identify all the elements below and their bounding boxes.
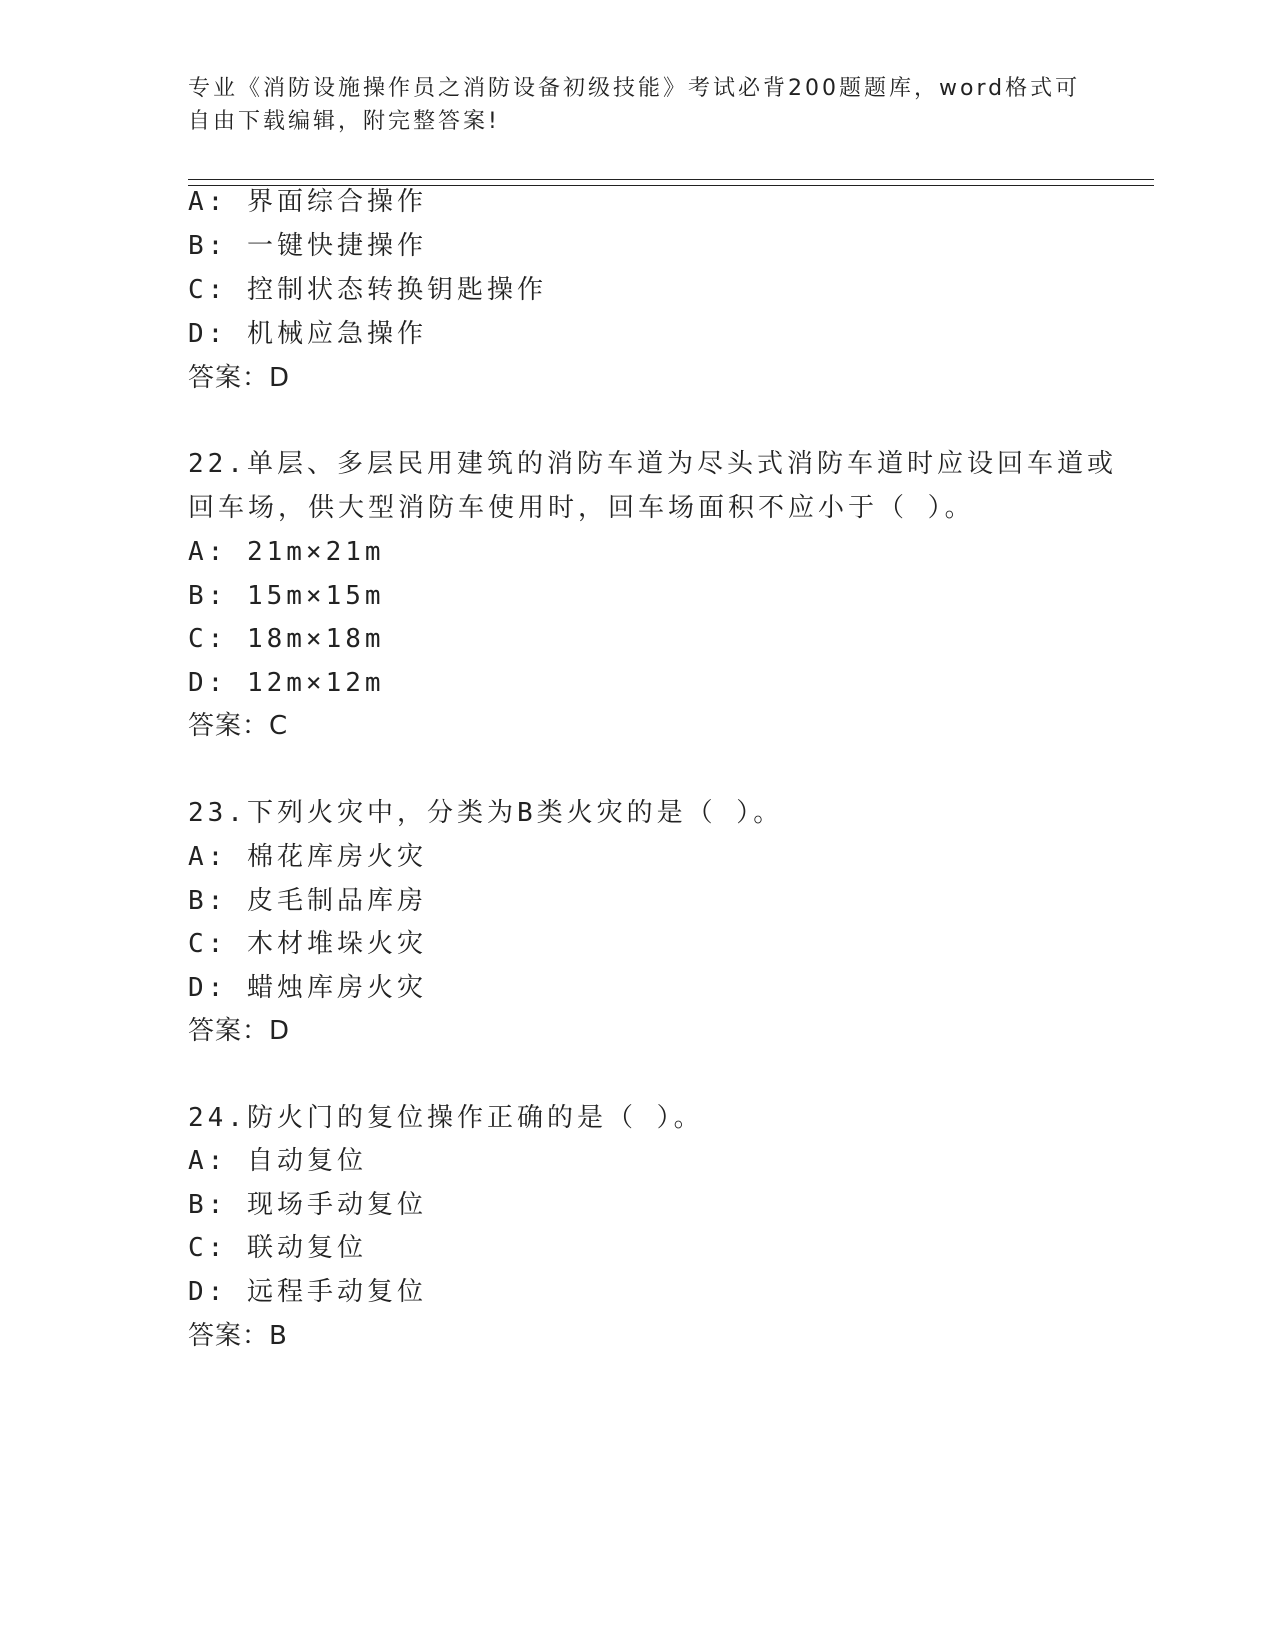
q22-answer: 答案：C [188,711,289,741]
q24-option-d: D: 远程手动复位 [188,1277,427,1307]
q23-option-d: D: 蜡烛库房火灾 [188,973,427,1003]
q22-option-c: C: 18m×18m [188,624,385,654]
q24-option-b: B: 现场手动复位 [188,1190,427,1220]
q23-option-b: B: 皮毛制品库房 [188,886,427,916]
header-divider [188,179,1154,186]
q21-option-b: B: 一键快捷操作 [188,231,427,261]
q24-option-a: A: 自动复位 [188,1146,367,1176]
q22-option-b: B: 15m×15m [188,581,385,611]
q23-answer: 答案：D [188,1016,291,1046]
q22-stem-line-2: 回车场，供大型消防车使用时，回车场面积不应小于（ ）。 [188,493,975,523]
q24-stem: 24.防火门的复位操作正确的是（ ）。 [188,1103,704,1133]
q24-option-c: C: 联动复位 [188,1233,367,1263]
q24-answer: 答案：B [188,1321,288,1351]
q23-option-a: A: 棉花库房火灾 [188,842,427,872]
q22-option-a: A: 21m×21m [188,537,385,567]
document-header [188,72,1088,138]
q21-option-d: D: 机械应急操作 [188,319,427,349]
header-line-1: 专业《消防设施操作员之消防设备初级技能》考试必背200题题库，word格式可 [188,76,1081,101]
q23-option-c: C: 木材堆垛火灾 [188,929,427,959]
q22-stem-line-1: 22.单层、多层民用建筑的消防车道为尽头式消防车道时应设回车道或 [188,449,1117,479]
q21-option-c: C: 控制状态转换钥匙操作 [188,275,547,305]
q23-stem: 23.下列火灾中，分类为B类火灾的是（ ）。 [188,798,784,828]
q21-answer: 答案：D [188,363,291,393]
q21-option-a: A: 界面综合操作 [188,187,427,217]
header-line-2: 自由下载编辑，附完整答案! [188,109,500,134]
q22-option-d: D: 12m×12m [188,668,385,698]
